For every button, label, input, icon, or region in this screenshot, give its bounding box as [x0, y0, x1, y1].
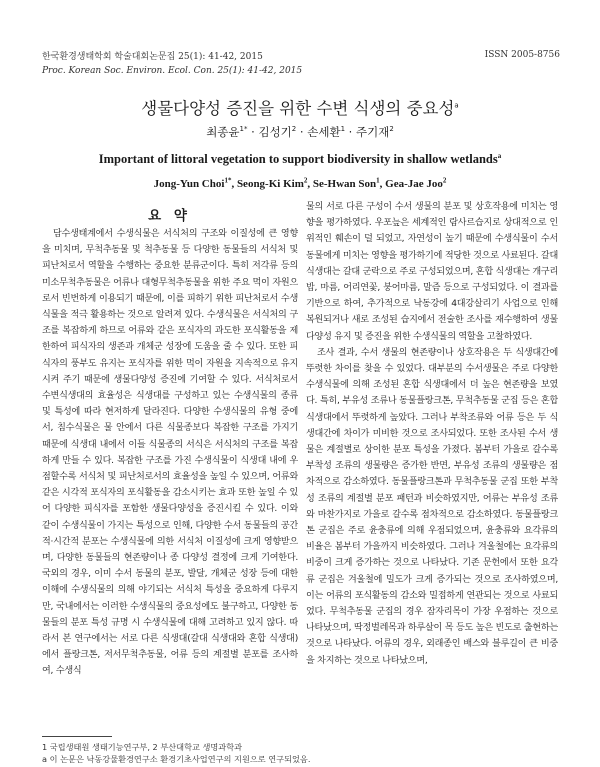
title-english-text: Important of littoral vegetation to support biodiversity in shallow wetlands: [98, 152, 498, 166]
title-korean-footnote-mark: a: [454, 101, 459, 110]
authors-korean: 최종윤$^{1*}$ · 김성기$^2$ · 손세환$^1$ · 주기재$^2$: [206, 125, 394, 139]
title-korean-text: 생물다양성 증진을 위한 수변 식생의 중요성: [141, 99, 455, 118]
author-ko: [206, 125, 247, 139]
author-name: Jong-Yun Choi: [153, 178, 225, 190]
abstract-heading: 요 약: [148, 208, 191, 224]
author-en: [154, 178, 232, 190]
author-affiliation-mark: 1*: [224, 176, 232, 185]
author-ko: [307, 125, 345, 139]
journal-citation: [42, 50, 302, 78]
journal-citation-en: Proc. Korean Soc. Environ. Ecol. Con. 25(1): 41-42, 2015: [42, 66, 303, 76]
title-english-footnote-mark: a: [497, 151, 502, 160]
paragraph: 조사 결과, 수서 생물의 현존량이나 상호작용은 두 식생대간에 뚜렷한 차이를 찾을 수 있었다. 대부분의 수서생물은 주로 다양한 수생식물에 의해 조성된 혼합 식생대에서 더 높은 현존량을 보였다. 특히, 부유성 조류나 동물플랑크톤, 무척추동물 군집 등은 혼합 식생대에서 뚜렷하게 높았다. 그러나 부착조류와 어류 등은 두 식생대간에 차이가 미비한 것으로 조사되었다. 또한 조사된 수서 생물은 계절별로 상이한 분포 특성을 가졌다. 봄부터 가을로 갈수록 부착성 조류의 생물량은 증가한 반면, 부유성 조류의 생물량은 점차적으로 감소하였다. 동물플랑크톤과 무척추동물 군집 또한 부착성 조류의 계절별 분포 패턴과 비슷하였지만, 어류는 부유성 조류와 마찬가지로 가을로 갈수록 점차적으로 감소하였다. 동물플랑크톤 군집은 주로 윤충류에 의해 우점되었으며, 윤충류와 요각류의 비율은 봄부터 가을까지 비슷하였다. 그러나 겨울철에는 요각류의 비중이 크게 증가하는 것으로 나타났다. 기존 문헌에서 또한 요각류 군집은 겨울철에 밀도가 크게 증가되는 것으로 조사하였으며, 이는 어류의 포식활동의 감소와 밀접하게 연관되는 것으로 사료되었다. 무척추동물 군집의 경우 잠자리목이 가장 우점하는 것으로 나타났으며, 딱정벌레목과 하루살이 목 등도 높은 빈도로 출현하는 것으로 나타났다. 어류의 경우, 외래종인 배스와 블루길이 큰 비중을 차지하는 것으로 나타났으며,: [306, 347, 558, 666]
author-affiliation-mark: 2: [389, 125, 394, 134]
journal-citation-ko: 한국환경생태학회 학술대회논문집 25(1): 41-42, 2015: [42, 52, 263, 62]
author-name: Seong-Ki Kim: [236, 178, 304, 190]
author-affiliation-mark: 2: [442, 176, 447, 185]
author-name: 최종윤: [206, 125, 240, 139]
author-affiliation-mark: 1*: [239, 125, 248, 134]
title-english: [0, 152, 600, 167]
author-affiliation-mark: 2: [303, 176, 308, 185]
footnote-affiliations: 1 국립생태원 생태기능연구부, 2 부산대학교 생명과학과: [42, 742, 243, 752]
author-name: 주기재: [356, 125, 390, 139]
author-ko: [356, 125, 394, 139]
author-en: [237, 178, 307, 190]
author-affiliation-mark: 1: [340, 125, 346, 134]
body-column-left: [42, 226, 298, 736]
author-en: [313, 178, 380, 190]
author-name: Gea-Jae Joo: [385, 178, 443, 190]
author-ko: [258, 125, 296, 139]
footnote-funding: a 이 논문은 낙동강물환경연구소 환경기초사업연구의 지원으로 연구되었음.: [42, 754, 311, 764]
author-en: [385, 178, 446, 190]
title-korean: [0, 95, 600, 119]
paragraph: 물의 서로 다른 구성이 수서 생물의 분포 및 상호작용에 미치는 영향을 평가하였다. 우포늪은 세계적인 람사르습지로 상대적으로 인위적인 훼손이 덜 되었고, 자연성이 높기 때문에 수생식물이 수서동물에게 미치는 영향을 평가하기에 적당한 것으로 사료된다. 갈대 식생대는 갈대 군락으로 주로 구성되었으며, 혼합 식생대는 개구리밥, 마름, 어리연꽃, 붕어마름, 말즘 등으로 구성되었다. 이 결과를 기반으로 하여, 추가적으로 낙동강에 4대강살리기 사업으로 인해 복원되거나 새로 조성된 습지에서 전술한 조사를 재수행하여 생물다양성 유지 및 증진을 위한 수생식물의 역할을 고찰하였다.: [306, 202, 558, 342]
author-affiliation-mark: 2: [291, 125, 297, 134]
paragraph: 담수생태계에서 수생식물은 서식처의 구조와 이질성에 큰 영향을 미치며, 무척추동물 및 척추동물 등 다양한 동물들의 서식처 및 피난처로서 역할을 수행하는 중요한 분류군이다. 특히 저각류 등의 미소무척추동물은 어류나 대형무척추동물을 위한 주요 먹이 자원으로서 빈번하게 이용되기 때문에, 이를 피하기 위한 피난처로서 수생식물을 적극 활용하는 것으로 알려져 있다. 수생식물은 서식처의 구조를 복잡하게 하므로 어류와 같은 포식자의 과도한 포식활동을 제한하여 피식자의 생존과 개체군 성장에 도움을 줄 수 있다. 또한 피식자의 풍부도 유지는 포식자를 위한 먹이 자원을 지속적으로 유지시켜 주기 때문에 생물다양성 증진에 기여할 수 있다. 서식처로서 수변식생대의 효율성은 식생대를 구성하고 있는 수생식물의 종류 및 특성에 따라 현저하게 달라진다. 다양한 수생식물의 유형 중에서, 침수식물은 물 안에서 다른 식물종보다 복잡한 구조를 가지기 때문에 식생대 내에서 이들 식물종의 서식은 서식처의 구조를 복잡하게 만들 수 있다. 복잡한 구조를 가진 수생식물이 식생대 내에 우점할수록 서식처 및 피난처로서의 효율성을 높일 수 있으며, 어류와 같은 시각적 포식자의 포식활동을 감소시키는 효과 또한 높일 수 있어 다양한 피식자를 포함한 생물다양성을 증진시킬 수 있다. 이와 같이 수생식물이 가지는 특성으로 인해, 다양한 수서 동물들의 공간적·시간적 분포는 수생식물에 의한 서식처 이질성에 크게 영향받으며, 다양한 동물들의 현존량이나 종 다양성 결정에 크게 기여한다. 국외의 경우, 이미 수서 동물의 분포, 발달, 개체군 성장 등에 대한 이해에 수생식물의 의해 야기되는 서식처 특성을 중요하게 다루지만, 국내에서는 이러한 수생식물의 중요성에도 불구하고, 다양한 동물들의 분포 특성 규명 시 수생식물에 대해 고려하고 있지 않다. 따라서 본 연구에서는 서로 다른 식생대(갈대 식생대와 혼합 식생대)에서 플랑크톤, 저서무척추동물, 어류 등의 계절별 분포를 조사하여, 수생식: [42, 229, 298, 677]
issn: ISSN 2005-8756: [484, 50, 560, 60]
author-name: 김성기: [258, 125, 292, 139]
author-name: 손세환: [307, 125, 341, 139]
body-column-right: [306, 199, 558, 739]
footnote-separator: [42, 736, 112, 737]
author-name: Se-Hwan Son: [312, 178, 377, 190]
authors-english: Jong-Yun Choi$^{1*}$, Seong-Ki Kim$^2$, Se-Hwan Son$^1$, Gea-Jae Joo$^2$: [153, 176, 447, 190]
author-affiliation-mark: 1: [376, 176, 380, 185]
